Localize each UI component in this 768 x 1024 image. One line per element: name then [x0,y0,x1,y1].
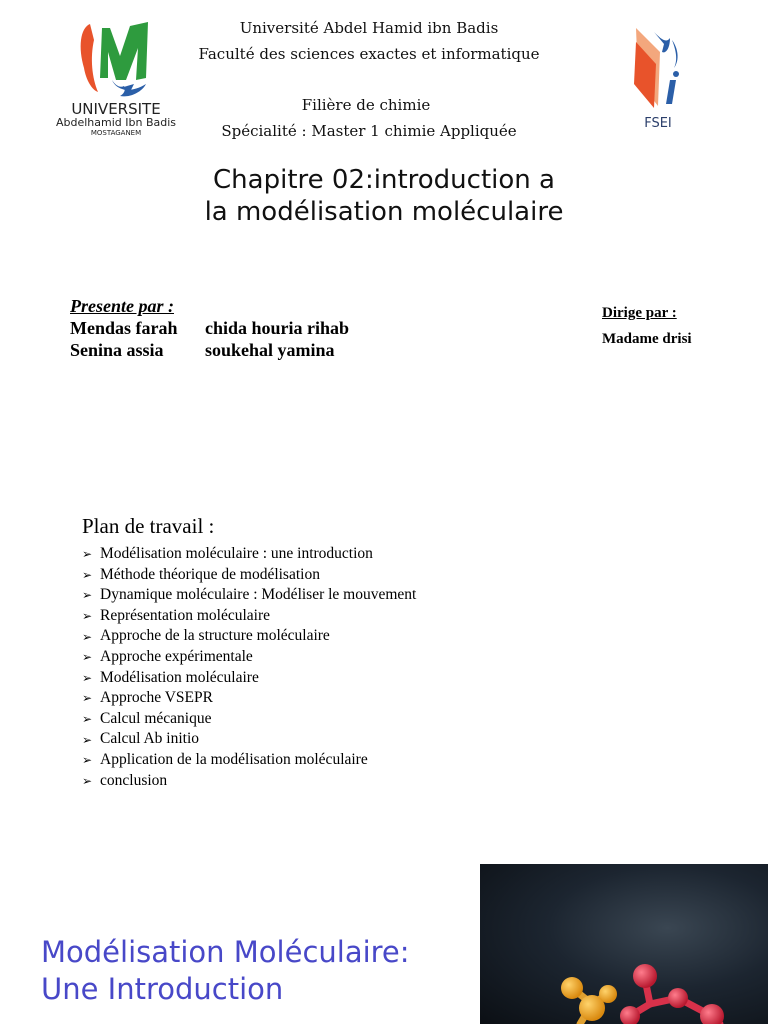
supervisor-name: Madame drisi [602,331,692,347]
plan-item-label: Méthode théorique de modélisation [100,565,320,583]
arrow-bullet-icon: ➢ [82,650,93,665]
arrow-bullet-icon: ➢ [82,773,93,788]
arrow-bullet-icon: ➢ [82,629,93,644]
arrow-bullet-icon: ➢ [82,712,93,727]
plan-item-label: Application de la modélisation moléculaire [100,750,368,768]
plan-item [82,626,416,647]
faculty-emblem-icon [626,24,690,132]
slide-title-line1: Modélisation Moléculaire: [41,935,410,969]
plan-item [82,688,416,709]
plan-item [82,647,416,668]
arrow-bullet-icon: ➢ [82,547,93,562]
arrow-bullet-icon: ➢ [82,567,93,582]
plan-item [82,606,416,627]
plan-item [82,729,416,750]
arrow-bullet-icon: ➢ [82,588,93,603]
plan-item-label: Calcul mécanique [100,709,212,727]
presenter-name: Senina assia [70,340,164,360]
plan-item-label: Dynamique moléculaire : Modéliser le mouvement [100,586,417,604]
slide-title [41,934,410,1008]
plan-item-label: Approche de la structure moléculaire [100,627,330,645]
slide-title-line2: Une Introduction [41,972,284,1006]
plan-list [82,544,416,791]
plan-item [82,565,416,586]
plan-item [82,668,416,689]
presenter-name: chida houria rihab [205,318,350,338]
molecule-model-icon [480,864,768,1024]
chapter-title-line1: Chapitre 02:introduction a [213,165,555,195]
university-name: Université Abdel Hamid ibn Badis [239,19,499,37]
chapter-title [0,164,768,228]
arrow-bullet-icon: ➢ [82,753,93,768]
university-wordmark-line3: MOSTAGANEM [90,129,142,137]
plan-item-label: Modélisation moléculaire [100,668,259,686]
faculty-logo-label: FSEI [644,116,672,131]
plan-item [82,544,416,565]
plan-item-label: Approche VSEPR [100,689,213,707]
presenter-name: soukehal yamina [205,340,335,360]
presenter-name: Mendas farah [70,318,178,338]
plan-item-label: Calcul Ab initio [100,730,200,748]
filiere: Filière de chimie [301,96,431,114]
chapter-title-line2: la modélisation moléculaire [204,197,564,227]
plan-title: Plan de travail : [82,514,215,538]
molecular-model-image [480,864,768,1024]
faculty-logo [626,24,690,132]
arrow-bullet-icon: ➢ [82,732,93,747]
specialite: Spécialité : Master 1 chimie Appliquée [221,122,517,140]
presenters-label: Presente par : [70,296,174,316]
arrow-bullet-icon: ➢ [82,670,93,685]
faculty-name: Faculté des sciences exactes et informatique [198,45,540,63]
plan-item [82,709,416,730]
plan-item-label: Représentation moléculaire [100,606,271,624]
plan-item-label: conclusion [100,771,168,789]
supervisor-label: Dirige par : [602,305,677,321]
plan-item-label: Modélisation moléculaire : une introduction [100,545,373,562]
plan-item [82,771,416,792]
plan-item-label: Approche expérimentale [100,647,253,665]
plan-item [82,585,416,606]
university-wordmark-line2: Abdelhamid Ibn Badis [55,116,177,129]
plan-item [82,750,416,771]
arrow-bullet-icon: ➢ [82,691,93,706]
university-wordmark: UNIVERSITE [71,100,161,118]
arrow-bullet-icon: ➢ [82,609,93,624]
